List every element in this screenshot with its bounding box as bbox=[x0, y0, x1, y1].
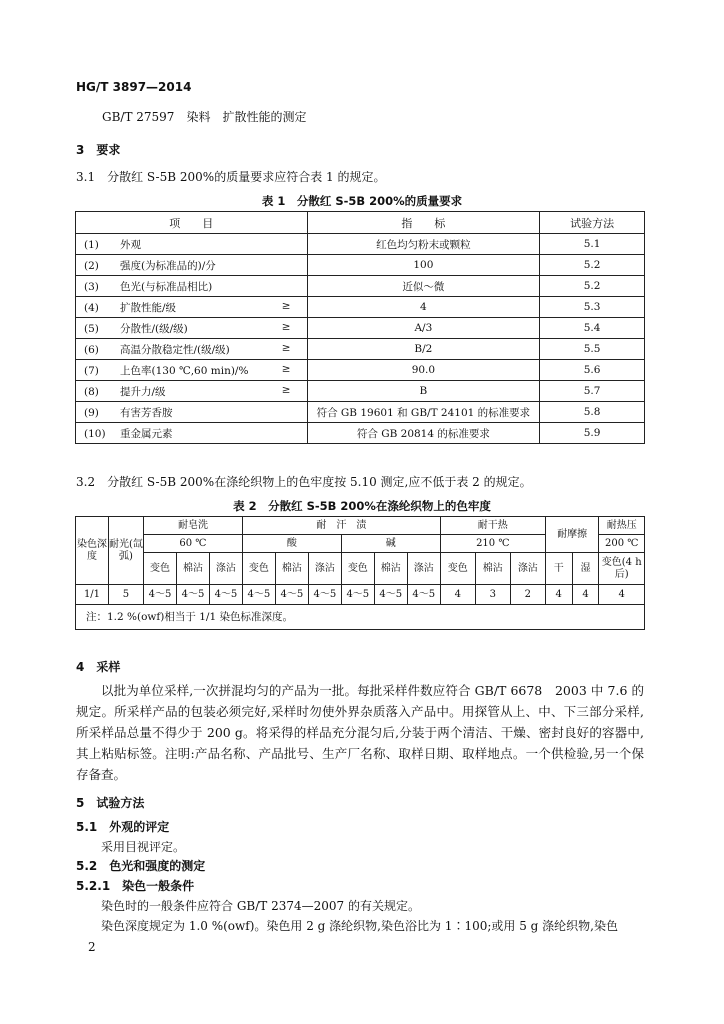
cell-alkali-cotton: 4～5 bbox=[374, 585, 407, 605]
cell-heatpress-change: 4 bbox=[599, 585, 645, 605]
section52-title: 5.2 色光和强度的测定 bbox=[76, 859, 206, 873]
cell-dryheat-change: 4 bbox=[440, 585, 475, 605]
header-heat-press: 耐热压 bbox=[599, 517, 645, 535]
header-light-fastness: 耐光(氙弧) bbox=[108, 517, 143, 585]
table-row bbox=[76, 276, 645, 297]
table-row bbox=[76, 234, 645, 255]
header-stain-cotton: 棉沾 bbox=[374, 553, 407, 585]
row-item: 上色率(130 ℃,60 min)/% bbox=[120, 364, 249, 377]
header-wet: 湿 bbox=[572, 553, 599, 585]
section32-text: 3.2 分散红 S-5B 200%在涤纶织物上的色牢度按 5.10 测定,应不低于表 2 的规定。 bbox=[76, 475, 532, 489]
row-method: 5.7 bbox=[540, 381, 645, 402]
row-number: (5) bbox=[84, 322, 99, 335]
section521-body1: 染色时的一般条件应符合 GB/T 2374—2007 的有关规定。 bbox=[101, 899, 420, 913]
cell-acid-cotton: 4～5 bbox=[275, 585, 308, 605]
row-item: 重金属元素 bbox=[120, 427, 173, 440]
cell-acid-change: 4～5 bbox=[242, 585, 275, 605]
row-value: 符合 GB 19601 和 GB/T 24101 的标准要求 bbox=[307, 402, 540, 423]
header-indicator: 指 标 bbox=[307, 212, 540, 234]
row-operator: ≥ bbox=[281, 299, 291, 312]
cell-light: 5 bbox=[108, 585, 143, 605]
table-header-row bbox=[76, 553, 645, 585]
cell-soap-cotton: 4～5 bbox=[176, 585, 209, 605]
row-value: 90.0 bbox=[307, 360, 540, 381]
header-stain-polyester: 涤沾 bbox=[407, 553, 440, 585]
table-header-row bbox=[76, 517, 645, 535]
table2-caption: 表 2 分散红 S-5B 200%在涤纶织物上的色牢度 bbox=[233, 499, 491, 513]
row-method: 5.4 bbox=[540, 318, 645, 339]
row-operator: ≥ bbox=[281, 320, 291, 333]
row-value: 4 bbox=[307, 297, 540, 318]
header-alkali: 碱 bbox=[341, 535, 440, 553]
row-item: 扩散性能/级 bbox=[120, 301, 177, 314]
row-operator: ≥ bbox=[281, 341, 291, 354]
header-heat-press-temp: 200 ℃ bbox=[599, 535, 645, 553]
row-value: B bbox=[307, 381, 540, 402]
row-operator: ≥ bbox=[281, 383, 291, 396]
row-value: 符合 GB 20814 的标准要求 bbox=[307, 423, 540, 444]
row-item: 色光(与标准品相比) bbox=[120, 280, 213, 293]
row-value: A/3 bbox=[307, 318, 540, 339]
section521-body2: 染色深度规定为 1.0 %(owf)。染色用 2 g 涤纶织物,染色浴比为 1∶100;或用 5 g 涤纶织物,染色 bbox=[101, 919, 618, 933]
header-change: 变色 bbox=[341, 553, 374, 585]
cell-acid-polyester: 4～5 bbox=[308, 585, 341, 605]
header-change: 变色 bbox=[144, 553, 177, 585]
header-item: 项 目 bbox=[76, 212, 308, 234]
table-row bbox=[76, 297, 645, 318]
header-stain-cotton: 棉沾 bbox=[275, 553, 308, 585]
header-dry: 干 bbox=[545, 553, 572, 585]
section4-body: 以批为单位采样,一次拼混均匀的产品为一批。每批采样件数应符合 GB/T 6678 2003 中 7.6 的规定。所采样产品的包装必须完好,采样时勿使外界杂质落入产品中。用探管从上、中、下三部分采样,所采样品总量不得少于 200 g。将采得的样品充分混匀后,分装于两个清洁、干燥、密封良好的容器中,其上粘贴标签。注明:产品名称、产品批号、生产厂名称、取样日期、取样地点。一个供检验,另一个保存备查。 bbox=[76, 683, 644, 782]
table-header-row bbox=[76, 212, 645, 234]
table1-caption: 表 1 分散红 S-5B 200%的质量要求 bbox=[261, 194, 463, 208]
row-method: 5.2 bbox=[540, 255, 645, 276]
row-value: B/2 bbox=[307, 339, 540, 360]
row-number: (7) bbox=[84, 364, 99, 377]
section521-title: 5.2.1 染色一般条件 bbox=[76, 879, 195, 893]
header-stain-polyester: 涤沾 bbox=[308, 553, 341, 585]
cell-depth: 1/1 bbox=[76, 585, 109, 605]
row-number: (8) bbox=[84, 385, 99, 398]
row-number: (1) bbox=[84, 238, 99, 251]
row-value: 近似～微 bbox=[307, 276, 540, 297]
cell-rub-dry: 4 bbox=[545, 585, 572, 605]
quality-requirements-table bbox=[75, 211, 645, 444]
row-number: (3) bbox=[84, 280, 99, 293]
cell-alkali-polyester: 4～5 bbox=[407, 585, 440, 605]
cell-alkali-change: 4～5 bbox=[341, 585, 374, 605]
row-item: 分散性/(级/级) bbox=[120, 322, 188, 335]
header-dyeing-depth: 染色深度 bbox=[76, 517, 109, 585]
table-row bbox=[76, 360, 645, 381]
color-fastness-table bbox=[75, 516, 645, 630]
cell-soap-change: 4～5 bbox=[144, 585, 177, 605]
header-acid: 酸 bbox=[242, 535, 341, 553]
table-row bbox=[76, 585, 645, 605]
row-method: 5.2 bbox=[540, 276, 645, 297]
header-test-method: 试验方法 bbox=[540, 212, 645, 234]
cell-dryheat-cotton: 3 bbox=[475, 585, 510, 605]
header-stain-cotton: 棉沾 bbox=[176, 553, 209, 585]
table-note-row bbox=[76, 605, 645, 630]
header-soaping-temp: 60 ℃ bbox=[144, 535, 243, 553]
table-row bbox=[76, 381, 645, 402]
header-rubbing: 耐摩擦 bbox=[545, 517, 599, 553]
row-number: (10) bbox=[84, 427, 106, 440]
row-number: (4) bbox=[84, 301, 99, 314]
row-operator: ≥ bbox=[281, 362, 291, 375]
section31-text: 3.1 分散红 S-5B 200%的质量要求应符合表 1 的规定。 bbox=[76, 170, 386, 184]
reference-standard: GB/T 27597 染料 扩散性能的测定 bbox=[102, 110, 307, 124]
table-row bbox=[76, 318, 645, 339]
row-method: 5.1 bbox=[540, 234, 645, 255]
header-stain-polyester: 涤沾 bbox=[209, 553, 242, 585]
row-item: 强度(为标准品的)/分 bbox=[120, 259, 216, 272]
section5-title: 5 试验方法 bbox=[76, 796, 145, 810]
row-method: 5.3 bbox=[540, 297, 645, 318]
section4-title: 4 采样 bbox=[76, 660, 121, 674]
header-stain-cotton: 棉沾 bbox=[475, 553, 510, 585]
section51-title: 5.1 外观的评定 bbox=[76, 820, 170, 834]
row-method: 5.5 bbox=[540, 339, 645, 360]
row-number: (6) bbox=[84, 343, 99, 356]
table-row bbox=[76, 339, 645, 360]
cell-soap-polyester: 4～5 bbox=[209, 585, 242, 605]
row-method: 5.6 bbox=[540, 360, 645, 381]
row-number: (9) bbox=[84, 406, 99, 419]
header-soaping: 耐皂洗 bbox=[144, 517, 243, 535]
header-perspiration: 耐 汗 渍 bbox=[242, 517, 440, 535]
header-dry-heat: 耐干热 bbox=[440, 517, 545, 535]
table-row bbox=[76, 255, 645, 276]
page-number: 2 bbox=[88, 940, 96, 954]
standard-id: HG/T 3897—2014 bbox=[76, 80, 192, 94]
row-item: 外观 bbox=[120, 238, 141, 251]
header-change: 变色 bbox=[440, 553, 475, 585]
table-row bbox=[76, 423, 645, 444]
row-method: 5.8 bbox=[540, 402, 645, 423]
row-value: 100 bbox=[307, 255, 540, 276]
cell-rub-wet: 4 bbox=[572, 585, 599, 605]
row-item: 提升力/级 bbox=[120, 385, 166, 398]
header-stain-polyester: 涤沾 bbox=[510, 553, 545, 585]
header-dry-heat-temp: 210 ℃ bbox=[440, 535, 545, 553]
row-item: 高温分散稳定性/(级/级) bbox=[120, 343, 230, 356]
row-method: 5.9 bbox=[540, 423, 645, 444]
row-item: 有害芳香胺 bbox=[120, 406, 173, 419]
section51-body: 采用目视评定。 bbox=[101, 840, 186, 854]
table-note: 注：1.2 %(owf)相当于 1/1 染色标准深度。 bbox=[76, 605, 645, 630]
row-value: 红色均匀粉末或颗粒 bbox=[307, 234, 540, 255]
header-change-4h: 变色(4 h 后) bbox=[599, 553, 645, 585]
section3-title: 3 要求 bbox=[76, 143, 121, 157]
header-change: 变色 bbox=[242, 553, 275, 585]
table-row bbox=[76, 402, 645, 423]
cell-dryheat-polyester: 2 bbox=[510, 585, 545, 605]
row-number: (2) bbox=[84, 259, 99, 272]
